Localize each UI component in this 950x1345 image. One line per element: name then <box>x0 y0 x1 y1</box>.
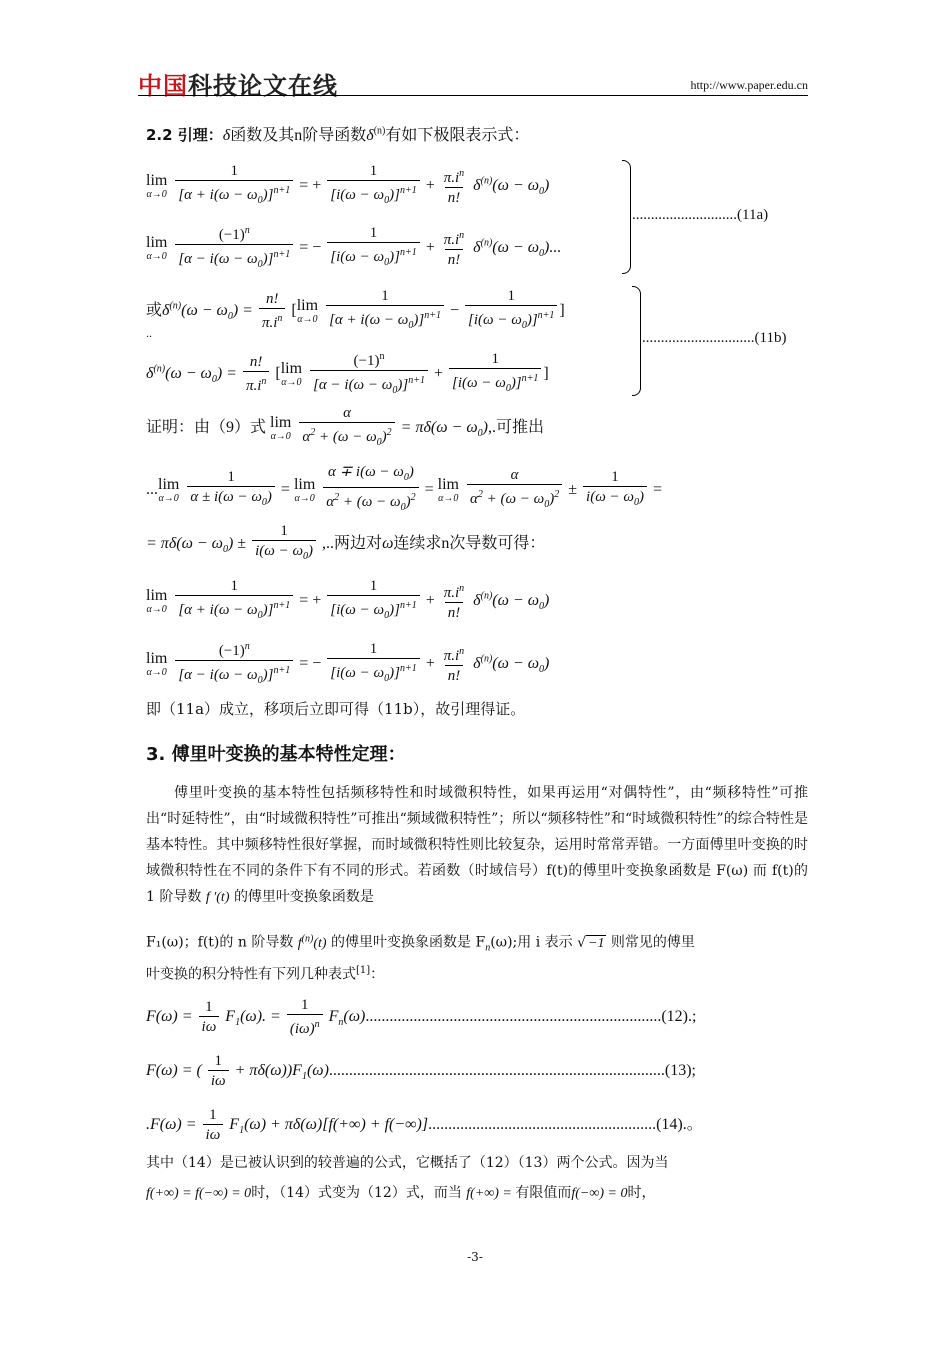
section3-p2d: 则常见的傅里 <box>610 934 695 951</box>
logo-dark-part: 科技论文在线 <box>188 72 338 100</box>
lemma-intro-tail: 有如下极限表示式： <box>385 127 530 144</box>
section3-heading: 3. 傅里叶变换的基本特性定理： <box>146 744 406 765</box>
eq-number-14: .........................................................(14).。 <box>428 1116 703 1134</box>
section3-line-intro <box>146 958 808 988</box>
proof-tail: ,.可推出 <box>487 419 544 437</box>
eq-12: F(ω) = $\frac{1}{i\omega}$ $F_1(\omega)$. = $\frac{1}{(i\omega)^n}$ $F_n(\omega)..........................................................................(12)$.; <box>146 997 697 1037</box>
page-number: -3- <box>467 1250 483 1264</box>
eq-number-12: ..........................................................................(12).; <box>365 1008 697 1026</box>
eq-14: .F(ω) = $\frac{1}{i\omega}$ $F_1(\omega) + \pi\delta(\omega)[f(+\infty) + f(-\infty)].........................................................(14)$.。 <box>146 1107 703 1143</box>
eq-number-11b: ..............................(11b) <box>642 330 787 346</box>
eq-11b-1: 或$\delta^{(n)}(\omega - \omega_0)$ = $\frac{n!}{\pi.i^n}$ [ lim α→0 $\frac{1}{[\alpha + i(\omega - \omega_0)]^{n+1}}$ − $\frac{1}{[i(\omega - \omega_0)]^{n+1}}$ ] <box>146 287 565 336</box>
eq-11b-2: $\delta^{(n)}(\omega - \omega_0)$ = $\frac{n!}{\pi.i^n}$ [ lim α→0 $\frac{(-1)^n}{[\alpha - i(\omega - \omega_0)]^{n+1}}$ + $\frac{1}{[i(\omega - \omega_0)]^{n+1}}$ ] <box>146 348 549 401</box>
section3-p2b: 的傅里叶变换象函数是 F <box>331 934 486 951</box>
lemma-intro: 函数及其n阶导函数 <box>230 127 367 144</box>
proof-tail2b: 连续求n次导数可得： <box>393 535 546 553</box>
eq-11a-1: lim α→0 $\frac{1}{[\alpha + i(\omega - \omega_0)]^{n+1}}$ = + $\frac{1}{[i(\omega - \omega_0)]^{n+1}}$ + $\frac{\pi.i^n}{n!}$ $\delta^{(n)}(\omega - \omega_0)$ <box>146 162 549 211</box>
proof-eq-2: lim α→0 $\frac{(-1)^n}{[\alpha - i(\omega - \omega_0)]^{n+1}}$ = − $\frac{1}{[i(\omega - \omega_0)]^{n+1}}$ + $\frac{\pi.i^n}{n!}$ $\delta^{(n)}(\omega - \omega_0)$ <box>146 638 549 691</box>
section3-paragraph: 傅里叶变换的基本特性包括频移特性和时域微积特性，如果再运用“对偶特性”，由“频移特性”可推出“时延特性”，由“时域微积特性”可推出“频域微积特性”；所以“频移特性”和“时域微积特性”的综合特性是基本特性。其中频移特性很好掌握，而时域微积特性则比较复杂，运用时常常弄错。一方面傅里叶变换的时域微积特性在不同的条件下有不同的形式。若函数（时域信号）f(t)的傅里叶变换象函数是 F(ω) 而 f(t)的 1 阶导数 f ′(t) 的傅里叶变换象函数是 <box>146 785 808 905</box>
header-url[interactable]: http://www.paper.edu.cn <box>690 78 808 92</box>
proof-lead: 证明：由（9）式 <box>146 419 267 437</box>
proof-eq-1: lim α→0 $\frac{1}{[\alpha + i(\omega - \omega_0)]^{n+1}}$ = + $\frac{1}{[i(\omega - \omega_0)]^{n+1}}$ + $\frac{\pi.i^n}{n!}$ $\delta^{(n)}(\omega - \omega_0)$ <box>146 577 549 626</box>
logo-red-part: 中国 <box>138 72 188 100</box>
section3-p3: 叶变换的积分特性有下列几种表式 <box>146 966 356 983</box>
section3-line-fn: F₁(ω)；f(t)的 n 阶导数 $f^{(n)}(t)$ 的傅里叶变换象函数是 $F_n(\omega)$;用 i 表示 √ −1 则常见的傅里 <box>146 933 695 954</box>
proof-conclusion: 即（11a）成立，移项后立即可得（11b），故引理得证。 <box>146 700 526 718</box>
lemma-heading-line: 2.2 引理：δ函数及其n阶导函数$\delta^{(n)}$有如下极限表示式： <box>146 125 530 144</box>
lemma-heading: 2.2 引理： <box>146 126 223 144</box>
section3-p1: 傅里叶变换的基本特性包括频移特性和时域微积特性，如果再运用“对偶特性”，由“频移特性”可推出“时延特性”，由“时域微积特性”可推出“频域微积特性”；所以“频移特性”和“时域微积特性”的综合特性是基本特性。其中频移特性很好掌握，而时域微积特性则比较复杂，运用时常常弄错。一方面傅里叶变换的时域微积特性在不同的条件下有不同的形式。若函数（时域信号）f(t)的傅里叶变换象函数是 F(ω) 而 f(t)的 1 阶导数 <box>146 785 808 905</box>
section3-p1b: 的傅里叶变换象函数是 <box>233 889 374 905</box>
closing-line-1: 其中（14）是已被认识到的较普遍的公式，它概括了（12）（13）两个公式。因为当 <box>146 1155 669 1171</box>
eq-number-11a: ............................(11a) <box>632 207 769 223</box>
section3-p2a: F₁(ω)；f(t)的 n 阶导数 <box>146 934 294 951</box>
proof-tail2: ,..两边对 <box>322 535 383 553</box>
proof-line-3: = $\pi\delta(\omega - \omega_0)$ ± $\frac{1}{i(\omega - \omega_0)}$ ,..两边对ω连续求n次导数可得： <box>146 522 545 567</box>
eq-11a-2: lim α→0 $\frac{(-1)^n}{[\alpha - i(\omega - \omega_0)]^{n+1}}$ = − $\frac{1}{[i(\omega - \omega_0)]^{n+1}}$ + $\frac{\pi.i^n}{n!}$ $\delta^{(n)}(\omega - \omega_0)$... <box>146 222 561 275</box>
eq-number-13: ....................................................................................(13); <box>328 1062 696 1080</box>
brace-11b <box>632 286 641 396</box>
header-rule <box>138 95 808 96</box>
citation-1[interactable]: [1] <box>356 965 371 976</box>
closing-p5c: 时， <box>627 1185 656 1201</box>
closing-p5a: 时，（14）式变为（12）式，而当 <box>251 1185 462 1201</box>
eq-13: F(ω) = ( $\frac{1}{i\omega}$ + $\pi\delta(\omega))F_1(\omega)....................................................................................(13)$; <box>146 1053 696 1089</box>
closing-p5b: 有限值而 <box>515 1185 572 1201</box>
proof-line-2: ... lim α→0 $\frac{1}{\alpha \pm i(\omega - \omega_0)}$ = lim α→0 $\frac{\alpha \mp i(\omega - \omega_0)}{\alpha^2 + (\omega - \omega_0)^2}$ = lim α→0 $\frac{\alpha}{\alpha^2 + (\omega - \omega_0)^2}$ ± $\frac{1}{i(\omega - \omega_0)}$ = <box>146 463 662 518</box>
section3-p2c: (ω);用 i 表示 <box>490 934 573 951</box>
brace-11a <box>622 160 631 274</box>
proof-line-1: 证明：由（9）式 lim α→0 $\frac{\alpha}{\alpha^2 + (\omega - \omega_0)^2}$ = $\pi\delta(\omega - \omega_0)$,.可推出 <box>146 404 544 453</box>
eq-11b-dots: .. <box>146 326 152 340</box>
section3-p3tail: ： <box>370 966 385 983</box>
closing-line-2: f(+∞) = f(−∞) = 0时，（14）式变为（12）式，而当 f(+∞) = 有限值而f(−∞) = 0时， <box>146 1185 656 1201</box>
